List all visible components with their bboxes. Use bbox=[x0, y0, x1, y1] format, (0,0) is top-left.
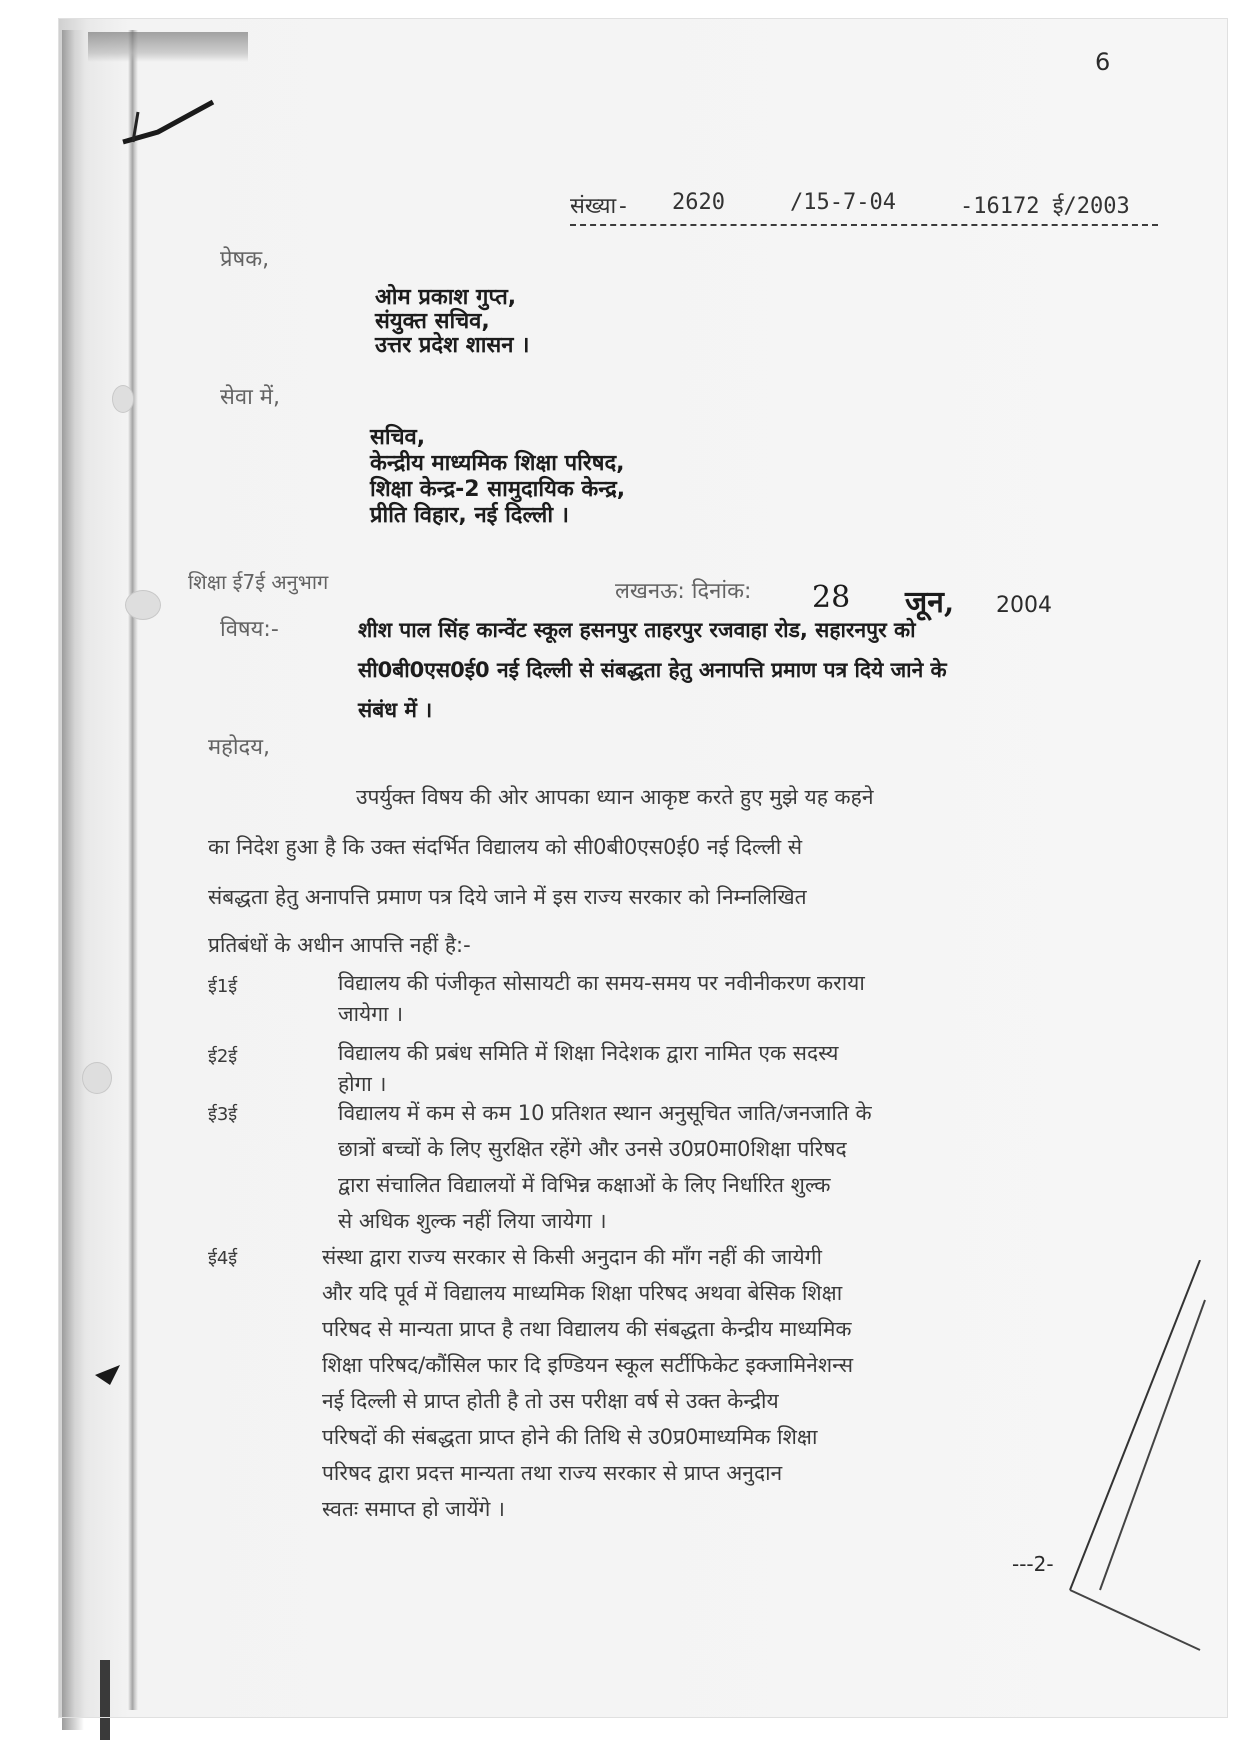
condition-1-line-1: विद्यालय की पंजीकृत सोसायटी का समय-समय पर नवीनीकरण कराया bbox=[338, 971, 865, 995]
date-month: जून, bbox=[905, 585, 955, 620]
section-heading: शिक्षा ई7ई अनुभाग bbox=[188, 570, 329, 594]
condition-3-line-3: द्वारा संचालित विद्यालयों में विभिन्न कक्षाओं के लिए निर्धारित शुल्क bbox=[338, 1173, 831, 1197]
reference-number: 2620 bbox=[672, 190, 725, 215]
condition-number: ई3ई bbox=[208, 1104, 238, 1125]
condition-4-line-4: शिक्षा परिषद/कौंसिल फार दि इण्डियन स्कूल सर्टीफिकेट इक्जामिनेशन्स bbox=[322, 1353, 854, 1377]
punch-hole-bottom bbox=[82, 1062, 112, 1094]
sender-label: प्रेषक, bbox=[220, 247, 270, 272]
condition-4-line-6: परिषदों की संबद्धता प्राप्त होने की तिथि से उ0प्र0माध्यमिक शिक्षा bbox=[322, 1425, 818, 1449]
body-line-4: प्रतिबंधों के अधीन आपत्ति नहीं है:- bbox=[208, 933, 471, 957]
sender-name: ओम प्रकाश गुप्त, bbox=[375, 285, 517, 310]
condition-4-line-7: परिषद द्वारा प्रदत्त मान्यता तथा राज्य सरकार से प्राप्त अनुदान bbox=[322, 1461, 783, 1485]
condition-number: ई4ई bbox=[208, 1248, 238, 1269]
recipient-title: सचिव, bbox=[370, 425, 426, 450]
condition-4-line-2: और यदि पूर्व में विद्यालय माध्यमिक शिक्षा परिषद अथवा बेसिक शिक्षा bbox=[322, 1281, 843, 1305]
recipient-organisation: केन्द्रीय माध्यमिक शिक्षा परिषद, bbox=[370, 451, 625, 476]
page-number: 6 bbox=[1095, 48, 1111, 76]
recipient-address-1: शिक्षा केन्द्र-2 सामुदायिक केन्द्र, bbox=[370, 477, 626, 502]
scan-shadow-top bbox=[88, 32, 248, 62]
condition-4-line-5: नई दिल्ली से प्राप्त होती है तो उस परीक्षा वर्ष से उक्त केन्द्रीय bbox=[322, 1389, 779, 1413]
punch-hole-top bbox=[112, 385, 134, 413]
continued-marker: ---2- bbox=[1012, 1552, 1054, 1576]
condition-3-line-4: से अधिक शुल्क नहीं लिया जायेगा । bbox=[338, 1209, 607, 1233]
body-line-3: संबद्धता हेतु अनापत्ति प्रमाण पत्र दिये जाने में इस राज्य सरकार को निम्नलिखित bbox=[208, 885, 807, 909]
condition-3-line-1: विद्यालय में कम से कम 10 प्रतिशत स्थान अनुसूचित जाति/जनजाति के bbox=[338, 1101, 872, 1125]
reference-file-code: -16172 ई/2003 bbox=[960, 194, 1130, 219]
subject-label: विषय:- bbox=[220, 617, 279, 642]
reference-label: संख्या- bbox=[570, 194, 630, 219]
body-line-2: का निदेश हुआ है कि उक्त संदर्भित विद्यालय को सी0बी0एस0ई0 नई दिल्ली से bbox=[208, 835, 803, 859]
condition-2-line-1: विद्यालय की प्रबंध समिति में शिक्षा निदेशक द्वारा नामित एक सदस्य bbox=[338, 1041, 839, 1065]
condition-4-line-3: परिषद से मान्यता प्राप्त है तथा विद्यालय की संबद्धता केन्द्रीय माध्यमिक bbox=[322, 1317, 852, 1341]
condition-number: ई2ई bbox=[208, 1046, 238, 1067]
subject-line-2: सी0बी0एस0ई0 नई दिल्ली से संबद्धता हेतु अनापत्ति प्रमाण पत्र दिये जाने के bbox=[358, 658, 947, 682]
date-day: 28 bbox=[812, 580, 851, 615]
salutation: महोदय, bbox=[208, 735, 270, 760]
reference-date-code: /15-7-04 bbox=[790, 190, 896, 215]
condition-1-line-2: जायेगा । bbox=[338, 1002, 404, 1026]
condition-4-line-8: स्वतः समाप्त हो जायेंगे । bbox=[322, 1497, 505, 1521]
place-date-prefix: लखनऊ: दिनांक: bbox=[615, 579, 752, 604]
scan-fold-line bbox=[128, 30, 138, 1710]
condition-2-line-2: होगा । bbox=[338, 1072, 387, 1096]
recipient-label: सेवा में, bbox=[220, 385, 280, 410]
body-line-1: उपर्युक्त विषय की ओर आपका ध्यान आकृष्ट करते हुए मुझे यह कहने bbox=[356, 785, 874, 809]
scan-edge-mark bbox=[100, 1660, 110, 1740]
punch-hole-mid bbox=[125, 590, 161, 620]
staple-mark-icon bbox=[90, 1360, 130, 1390]
condition-4-line-1: संस्था द्वारा राज्य सरकार से किसी अनुदान की माँग नहीं की जायेगी bbox=[322, 1245, 822, 1269]
condition-number: ई1ई bbox=[208, 976, 238, 997]
corner-fold-lines bbox=[1060, 1260, 1210, 1660]
subject-line-3: संबंध में । bbox=[358, 698, 433, 722]
reference-underline bbox=[570, 224, 1158, 226]
sender-designation: संयुक्त सचिव, bbox=[375, 309, 490, 334]
subject-line-1: शीश पाल सिंह कान्वेंट स्कूल हसनपुर ताहरपुर रजवाहा रोड, सहारनपुर को bbox=[358, 618, 916, 642]
date-year: 2004 bbox=[996, 593, 1052, 618]
recipient-address-2: प्रीति विहार, नई दिल्ली । bbox=[370, 503, 570, 528]
scan-shadow-left bbox=[62, 30, 84, 1730]
condition-3-line-2: छात्रों बच्चों के लिए सुरक्षित रहेंगे और उनसे उ0प्र0मा0शिक्षा परिषद bbox=[338, 1137, 847, 1161]
pen-mark-icon bbox=[118, 82, 228, 152]
sender-office: उत्तर प्रदेश शासन । bbox=[375, 333, 530, 358]
